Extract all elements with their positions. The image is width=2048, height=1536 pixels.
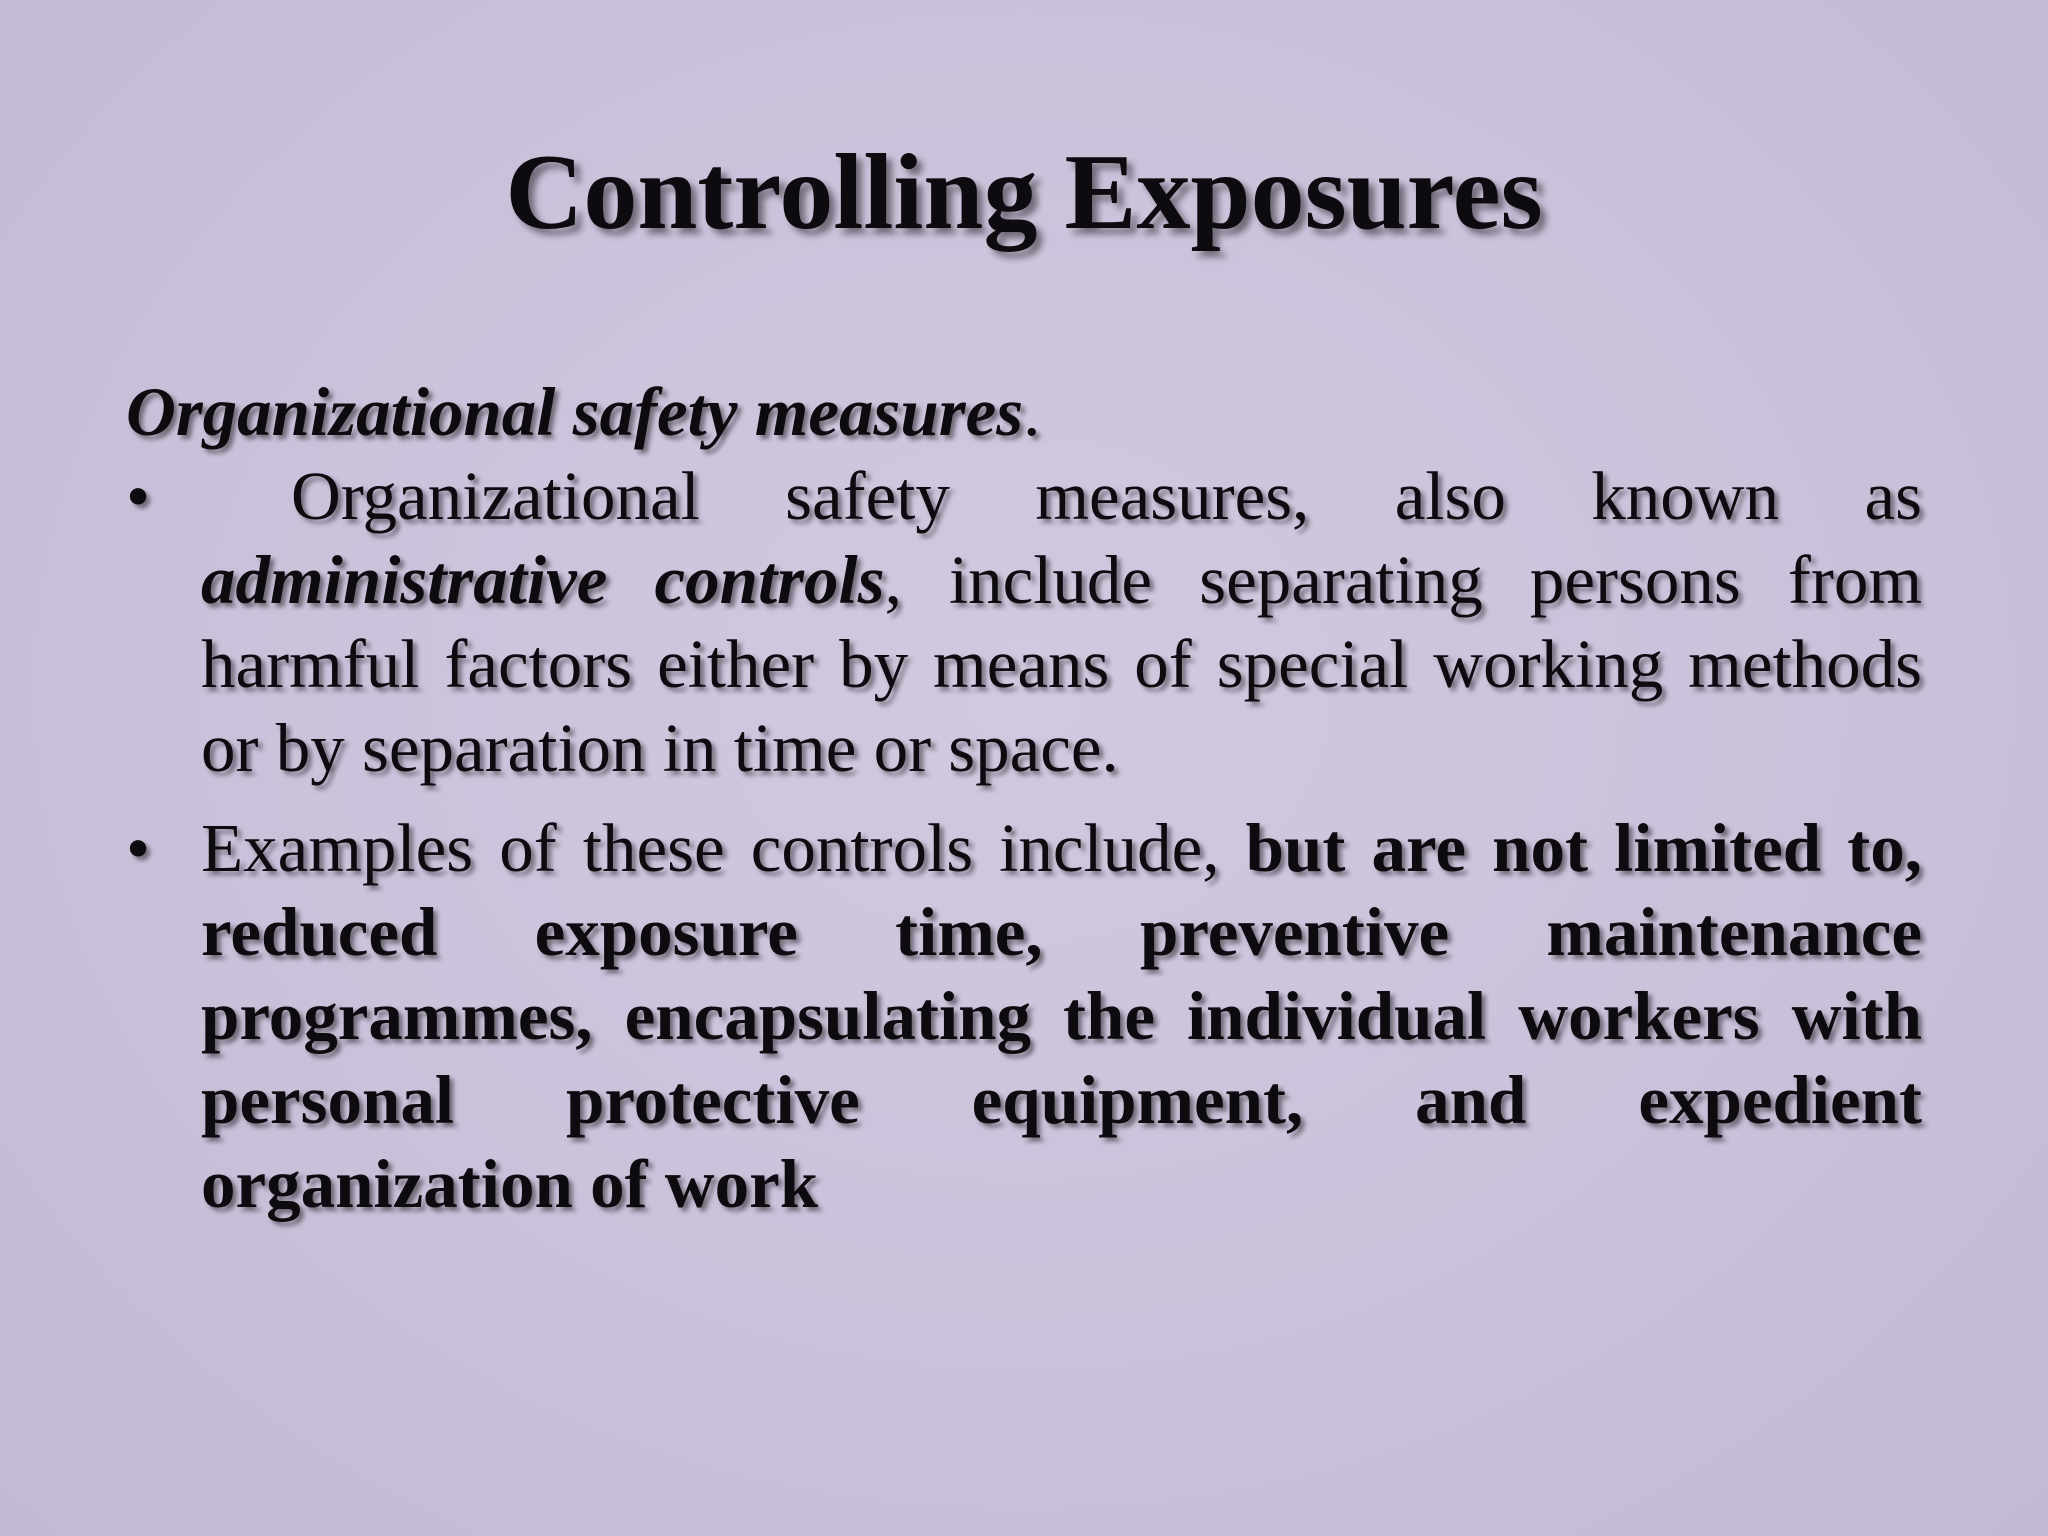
bullet-icon: • bbox=[126, 810, 151, 886]
bullet-2-bold: but are not limited to, reduced exposure time, preventive maintenance programmes, encapsulating the individual workers with personal protective equipment, and expedient organization of work bbox=[201, 810, 1922, 1222]
slide-title: Controlling Exposures bbox=[505, 133, 1543, 252]
bullet-1-emphasis: administrative controls bbox=[201, 542, 885, 618]
subheading-emphasis: Organizational safety measures bbox=[126, 374, 1024, 450]
subheading-punct: . bbox=[1023, 374, 1041, 450]
bullet-item-1 bbox=[126, 454, 1922, 790]
bullet-list bbox=[126, 454, 1922, 1226]
subheading bbox=[126, 370, 1922, 454]
bullet-item-2 bbox=[126, 806, 1922, 1226]
bullet-2-text-before: Examples of these controls include, bbox=[201, 810, 1246, 886]
bullet-icon: • bbox=[126, 458, 151, 534]
bullet-1-text-before: Organizational safety measures, also known as bbox=[291, 458, 1922, 534]
slide-body bbox=[126, 370, 1922, 1226]
bullet-1-text-after: , include separating persons from harmful factors either by means of special working methods or by separation in time or space. bbox=[201, 542, 1922, 786]
